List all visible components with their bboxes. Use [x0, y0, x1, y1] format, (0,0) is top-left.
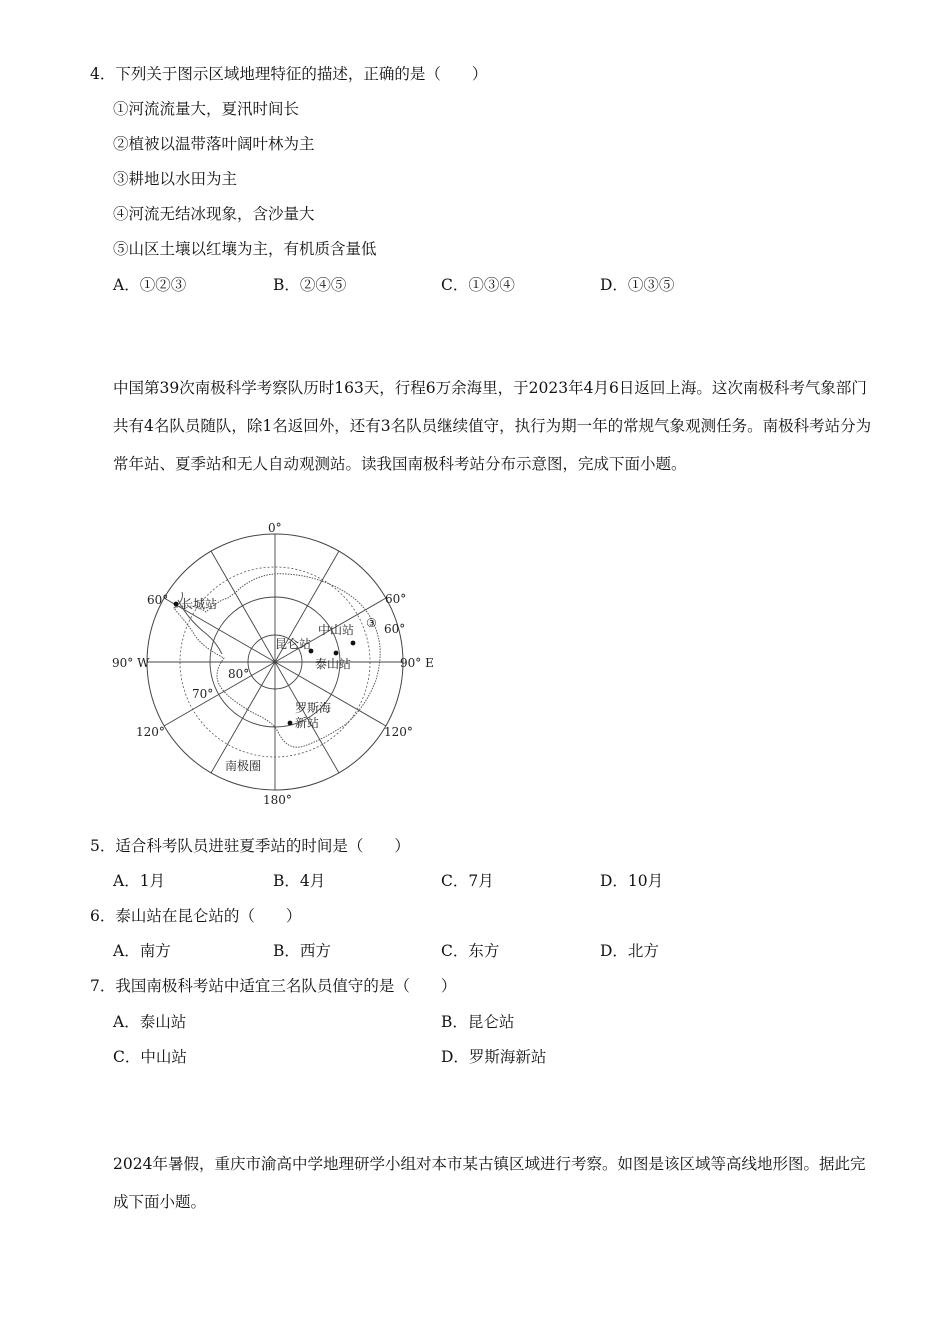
lon-label-60e: 60°	[385, 592, 407, 606]
antarctic-station-map	[108, 520, 443, 810]
luosihai-label-2: 新站	[295, 716, 320, 730]
zhongshan-station-label: 中山站	[318, 623, 355, 637]
changcheng-station-dot	[174, 602, 179, 607]
lon-label-60w: 60°	[147, 593, 169, 607]
q4-option-d: D．①③⑤	[600, 276, 675, 294]
q4-option-a: A．①②③	[113, 276, 187, 294]
antarctic-circle-label: 南极圈	[225, 759, 262, 773]
q6-stem: 6．泰山站在昆仑站的（ ）	[90, 907, 302, 925]
taishan-station-label: 泰山站	[315, 657, 352, 671]
q7-option-c: C．中山站	[113, 1048, 187, 1066]
q5-option-b: B．4月	[273, 872, 326, 890]
lon-label-120e: 120°	[384, 725, 413, 739]
passage-antarctic: 中国第39次南极科学考察队历时163天，行程6万余海里，于2023年4月6日返回上海。这次南极科考气象部门共有4名队员随队，除1名返回外，还有3名队员继续值守，执行为期一年的常规气象观测任务。南极科考站分为常年站、夏季站和无人自动观测站。读我国南极科考站分布示意图，完成下面小题。	[113, 379, 872, 473]
lon-label-120w: 120°	[136, 725, 165, 739]
zhongshan-station-dot	[351, 641, 356, 646]
lon-label-90e: 90° E	[400, 656, 434, 670]
q6-option-a: A．南方	[113, 942, 171, 960]
q7-option-b: B．昆仑站	[441, 1013, 515, 1031]
q4-option-b: B．②④⑤	[273, 276, 347, 294]
taishan-station-dot	[334, 651, 339, 656]
lon-label-180: 180°	[263, 793, 292, 807]
lon-label-0: 0°	[268, 521, 282, 535]
q4-item-4: ④河流无结冰现象，含沙量大	[113, 205, 315, 223]
passage-contour: 2024年暑假，重庆市渝高中学地理研学小组对本市某古镇区域进行考察。如图是该区域等高线地形图。据此完成下面小题。	[113, 1155, 866, 1211]
q6-option-c: C．东方	[441, 942, 500, 960]
lat-label-80: 80°	[228, 667, 250, 681]
q7-option-d: D．罗斯海新站	[441, 1048, 547, 1066]
q5-stem: 5．适合科考队员进驻夏季站的时间是（ ）	[90, 837, 410, 855]
q4-stem: 4．下列关于图示区域地理特征的描述，正确的是（ ）	[90, 65, 488, 83]
q4-item-3: ③耕地以水田为主	[113, 170, 238, 188]
luosihai-station-dot	[288, 721, 293, 726]
lat-label-60: 60°	[384, 622, 406, 636]
q5-option-c: C．7月	[441, 872, 494, 890]
q4-item-5: ⑤山区土壤以红壤为主，有机质含量低	[113, 240, 377, 258]
q6-option-d: D．北方	[600, 942, 659, 960]
changcheng-station-label: 长城站	[181, 597, 218, 611]
q4-item-2: ②植被以温带落叶阔叶林为主	[113, 135, 315, 153]
luosihai-label-1: 罗斯海	[295, 701, 332, 715]
lon-label-90w: 90° W	[112, 656, 150, 670]
q4-item-1: ①河流流量大，夏汛时间长	[113, 100, 300, 118]
kunlun-station-label: 昆仑站	[275, 637, 312, 651]
q7-stem: 7．我国南极科考站中适宜三名队员值守的是（ ）	[90, 977, 457, 995]
q5-option-d: D．10月	[600, 872, 664, 890]
q4-option-c: C．①③④	[441, 276, 515, 294]
q6-option-b: B．西方	[273, 942, 331, 960]
lat-label-70: 70°	[192, 687, 214, 701]
q5-option-a: A．1月	[113, 872, 166, 890]
q7-option-a: A．泰山站	[113, 1013, 187, 1031]
map-marker-3: ③	[366, 616, 377, 630]
